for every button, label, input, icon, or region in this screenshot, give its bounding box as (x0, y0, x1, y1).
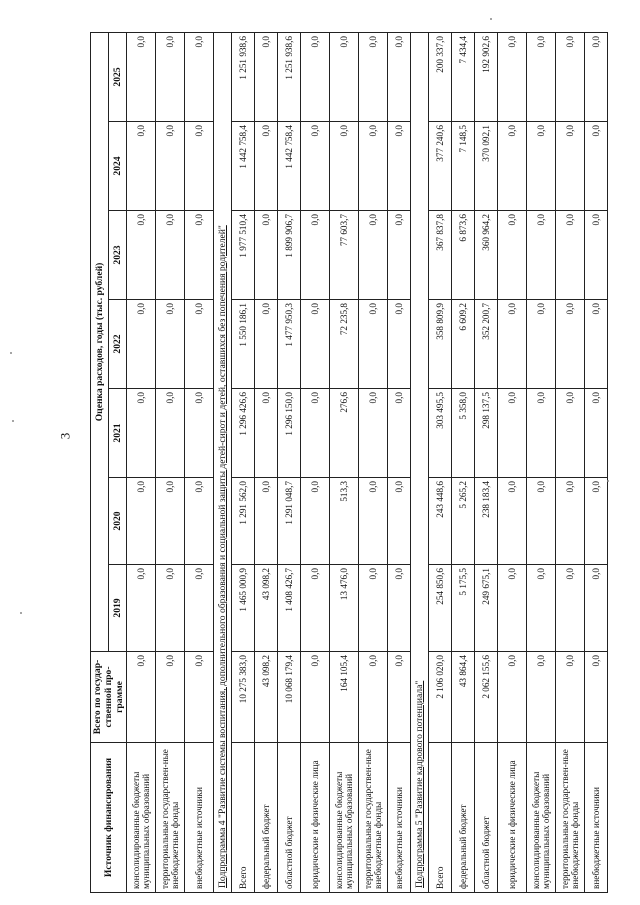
cell-value: 0,0 (527, 565, 556, 652)
table-row (185, 33, 214, 893)
cell-value: 0,0 (359, 652, 388, 743)
cell-value: 0,0 (388, 211, 411, 300)
cell-value: 0,0 (585, 565, 608, 652)
cell-value: 0,0 (301, 33, 330, 122)
subprogram-row (411, 33, 429, 893)
cell-value: 6 873,6 (452, 211, 475, 300)
table-row (255, 33, 278, 893)
cell-value: 0,0 (556, 122, 585, 211)
cell-value: 1 977 510,4 (232, 211, 255, 300)
cell-value: 298 137,5 (475, 389, 498, 478)
cell-value: 72 235,8 (330, 300, 359, 389)
header-year: 2023 (109, 211, 127, 300)
scan-speck (20, 612, 22, 614)
header-source: Источник финансирования (91, 743, 127, 893)
subprogram-row (214, 33, 232, 893)
cell-value: 0,0 (185, 565, 214, 652)
table-row (556, 33, 585, 893)
cell-value: 0,0 (127, 211, 156, 300)
cell-value: 1 296 150,0 (278, 389, 301, 478)
cell-value: 43 864,4 (452, 652, 475, 743)
cell-value: 0,0 (185, 478, 214, 565)
cell-value: 0,0 (255, 33, 278, 122)
row-label: внебюджетные источники (388, 743, 411, 893)
cell-value: 0,0 (255, 478, 278, 565)
cell-value: 192 902,6 (475, 33, 498, 122)
table-body (127, 33, 608, 893)
cell-value: 10 275 383,0 (232, 652, 255, 743)
header-estimate: Оценка расходов, годы (тыс. рублей) (91, 33, 109, 652)
cell-value: 1 442 758,4 (278, 122, 301, 211)
table-row (232, 33, 255, 893)
table-row (498, 33, 527, 893)
cell-value: 0,0 (556, 33, 585, 122)
cell-value: 0,0 (301, 300, 330, 389)
cell-value: 0,0 (585, 211, 608, 300)
header-year: 2021 (109, 389, 127, 478)
cell-value: 0,0 (156, 389, 185, 478)
cell-value: 0,0 (527, 122, 556, 211)
cell-value: 1 442 758,4 (232, 122, 255, 211)
row-label: консолидированные бюджеты муниципальных образований (127, 743, 156, 893)
cell-value: 1 477 950,3 (278, 300, 301, 389)
cell-value: 367 837,8 (429, 211, 452, 300)
cell-value: 0,0 (527, 389, 556, 478)
row-label: консолидированные бюджеты муниципальных образований (527, 743, 556, 893)
cell-value: 0,0 (359, 33, 388, 122)
cell-value: 0,0 (585, 389, 608, 478)
cell-value: 0,0 (556, 300, 585, 389)
cell-value: 0,0 (388, 122, 411, 211)
cell-value: 0,0 (359, 478, 388, 565)
row-label: федеральный бюджет (255, 743, 278, 893)
cell-value: 360 964,2 (475, 211, 498, 300)
cell-value: 1 899 906,7 (278, 211, 301, 300)
table-row (475, 33, 498, 893)
row-label: юридические и физические лица (301, 743, 330, 893)
cell-value: 0,0 (301, 565, 330, 652)
cell-value: 164 105,4 (330, 652, 359, 743)
cell-value: 0,0 (330, 33, 359, 122)
cell-value: 0,0 (301, 211, 330, 300)
cell-value: 0,0 (185, 652, 214, 743)
cell-value: 1 550 186,1 (232, 300, 255, 389)
scan-speck (607, 480, 609, 482)
header-year: 2025 (109, 33, 127, 122)
cell-value: 43 098,2 (255, 565, 278, 652)
row-label: консолидированные бюджеты муниципальных образований (330, 743, 359, 893)
row-label: внебюджетные источники (185, 743, 214, 893)
cell-value: 0,0 (156, 211, 185, 300)
cell-value: 77 603,7 (330, 211, 359, 300)
row-label: территориальные государствен-ные внебюджетные фонды (359, 743, 388, 893)
cell-value: 0,0 (156, 478, 185, 565)
table-row (527, 33, 556, 893)
table-row (301, 33, 330, 893)
header-total: Всего по государ-ственной про-грамме (91, 652, 127, 743)
cell-value: 0,0 (527, 478, 556, 565)
cell-value: 0,0 (255, 122, 278, 211)
rotated-table-container (90, 33, 610, 893)
cell-value: 5 265,2 (452, 478, 475, 565)
cell-value: 1 251 938,6 (278, 33, 301, 122)
cell-value: 0,0 (527, 33, 556, 122)
cell-value: 0,0 (359, 389, 388, 478)
scan-speck (490, 18, 492, 20)
cell-value: 513,3 (330, 478, 359, 565)
cell-value: 7 434,4 (452, 33, 475, 122)
cell-value: 370 092,1 (475, 122, 498, 211)
cell-value: 0,0 (255, 211, 278, 300)
cell-value: 0,0 (301, 652, 330, 743)
cell-value: 0,0 (127, 652, 156, 743)
cell-value: 0,0 (156, 33, 185, 122)
cell-value: 6 609,2 (452, 300, 475, 389)
cell-value: 2 062 155,6 (475, 652, 498, 743)
row-label: территориальные государствен-ные внебюджетные фонды (156, 743, 185, 893)
cell-value: 1 251 938,6 (232, 33, 255, 122)
row-label: федеральный бюджет (452, 743, 475, 893)
cell-value: 0,0 (498, 565, 527, 652)
cell-value: 0,0 (301, 122, 330, 211)
subprogram-title: Подпрограмма 5 "Развитие кадрового потенциала" (411, 33, 429, 893)
cell-value: 0,0 (388, 300, 411, 389)
cell-value: 0,0 (127, 478, 156, 565)
table-row (585, 33, 608, 893)
cell-value: 0,0 (127, 122, 156, 211)
row-label: территориальные государствен-ные внебюджетные фонды (556, 743, 585, 893)
cell-value: 0,0 (359, 300, 388, 389)
cell-value: 0,0 (185, 33, 214, 122)
cell-value: 0,0 (556, 478, 585, 565)
row-label: областной бюджет (475, 743, 498, 893)
cell-value: 0,0 (156, 652, 185, 743)
cell-value: 43 098,2 (255, 652, 278, 743)
cell-value: 0,0 (301, 478, 330, 565)
cell-value: 358 809,9 (429, 300, 452, 389)
cell-value: 0,0 (388, 478, 411, 565)
cell-value: 0,0 (330, 122, 359, 211)
row-label: Всего (429, 743, 452, 893)
cell-value: 0,0 (498, 33, 527, 122)
header-year: 2019 (109, 565, 127, 652)
cell-value: 0,0 (498, 652, 527, 743)
cell-value: 1 465 000,9 (232, 565, 255, 652)
row-label: юридические и физические лица (498, 743, 527, 893)
cell-value: 0,0 (388, 389, 411, 478)
cell-value: 0,0 (556, 565, 585, 652)
table-row (388, 33, 411, 893)
table-row (452, 33, 475, 893)
cell-value: 1 291 048,7 (278, 478, 301, 565)
cell-value: 0,0 (185, 389, 214, 478)
cell-value: 0,0 (255, 389, 278, 478)
cell-value: 7 148,5 (452, 122, 475, 211)
cell-value: 0,0 (127, 565, 156, 652)
cell-value: 0,0 (556, 652, 585, 743)
cell-value: 0,0 (527, 211, 556, 300)
table-row (156, 33, 185, 893)
cell-value: 0,0 (185, 211, 214, 300)
cell-value: 0,0 (556, 211, 585, 300)
cell-value: 377 240,6 (429, 122, 452, 211)
cell-value: 5 175,5 (452, 565, 475, 652)
header-year: 2020 (109, 478, 127, 565)
row-label: внебюджетные источники (585, 743, 608, 893)
cell-value: 0,0 (255, 300, 278, 389)
cell-value: 2 106 020,0 (429, 652, 452, 743)
cell-value: 0,0 (359, 122, 388, 211)
cell-value: 0,0 (388, 33, 411, 122)
cell-value: 0,0 (388, 565, 411, 652)
cell-value: 0,0 (156, 122, 185, 211)
cell-value: 0,0 (527, 652, 556, 743)
cell-value: 0,0 (388, 652, 411, 743)
cell-value: 0,0 (127, 300, 156, 389)
cell-value: 1 291 562,0 (232, 478, 255, 565)
subprogram-title: Подпрограмма 4 "Развитие системы воспитания, дополнительного образования и социальной защиты детей-сирот и детей, оставшихся без попечения родителей" (214, 33, 232, 893)
cell-value: 303 495,5 (429, 389, 452, 478)
cell-value: 0,0 (585, 33, 608, 122)
cell-value: 0,0 (498, 211, 527, 300)
cell-value: 238 183,4 (475, 478, 498, 565)
table-row (278, 33, 301, 893)
page-number: 3 (57, 432, 73, 440)
cell-value: 13 476,0 (330, 565, 359, 652)
cell-value: 0,0 (585, 300, 608, 389)
cell-value: 1 408 426,7 (278, 565, 301, 652)
scan-speck (10, 352, 12, 354)
cell-value: 352 200,7 (475, 300, 498, 389)
header-year: 2022 (109, 300, 127, 389)
cell-value: 243 448,6 (429, 478, 452, 565)
cell-value: 0,0 (359, 565, 388, 652)
cell-value: 0,0 (127, 33, 156, 122)
cell-value: 0,0 (156, 300, 185, 389)
cell-value: 0,0 (185, 300, 214, 389)
cell-value: 10 068 179,4 (278, 652, 301, 743)
cell-value: 5 358,0 (452, 389, 475, 478)
cell-value: 276,6 (330, 389, 359, 478)
scan-speck (12, 420, 14, 422)
cell-value: 0,0 (585, 652, 608, 743)
cell-value: 0,0 (585, 478, 608, 565)
cell-value: 1 296 426,6 (232, 389, 255, 478)
table-row (359, 33, 388, 893)
cell-value: 0,0 (556, 389, 585, 478)
row-label: областной бюджет (278, 743, 301, 893)
cell-value: 0,0 (498, 478, 527, 565)
table-row (429, 33, 452, 893)
financing-table (90, 32, 608, 893)
cell-value: 0,0 (127, 389, 156, 478)
table-row (127, 33, 156, 893)
cell-value: 249 675,1 (475, 565, 498, 652)
header-year: 2024 (109, 122, 127, 211)
cell-value: 0,0 (527, 300, 556, 389)
cell-value: 0,0 (359, 211, 388, 300)
table-row (330, 33, 359, 893)
cell-value: 0,0 (498, 122, 527, 211)
cell-value: 0,0 (185, 122, 214, 211)
row-label: Всего (232, 743, 255, 893)
cell-value: 0,0 (498, 300, 527, 389)
cell-value: 0,0 (156, 565, 185, 652)
cell-value: 0,0 (301, 389, 330, 478)
cell-value: 254 850,6 (429, 565, 452, 652)
cell-value: 0,0 (585, 122, 608, 211)
cell-value: 0,0 (498, 389, 527, 478)
cell-value: 200 337,0 (429, 33, 452, 122)
